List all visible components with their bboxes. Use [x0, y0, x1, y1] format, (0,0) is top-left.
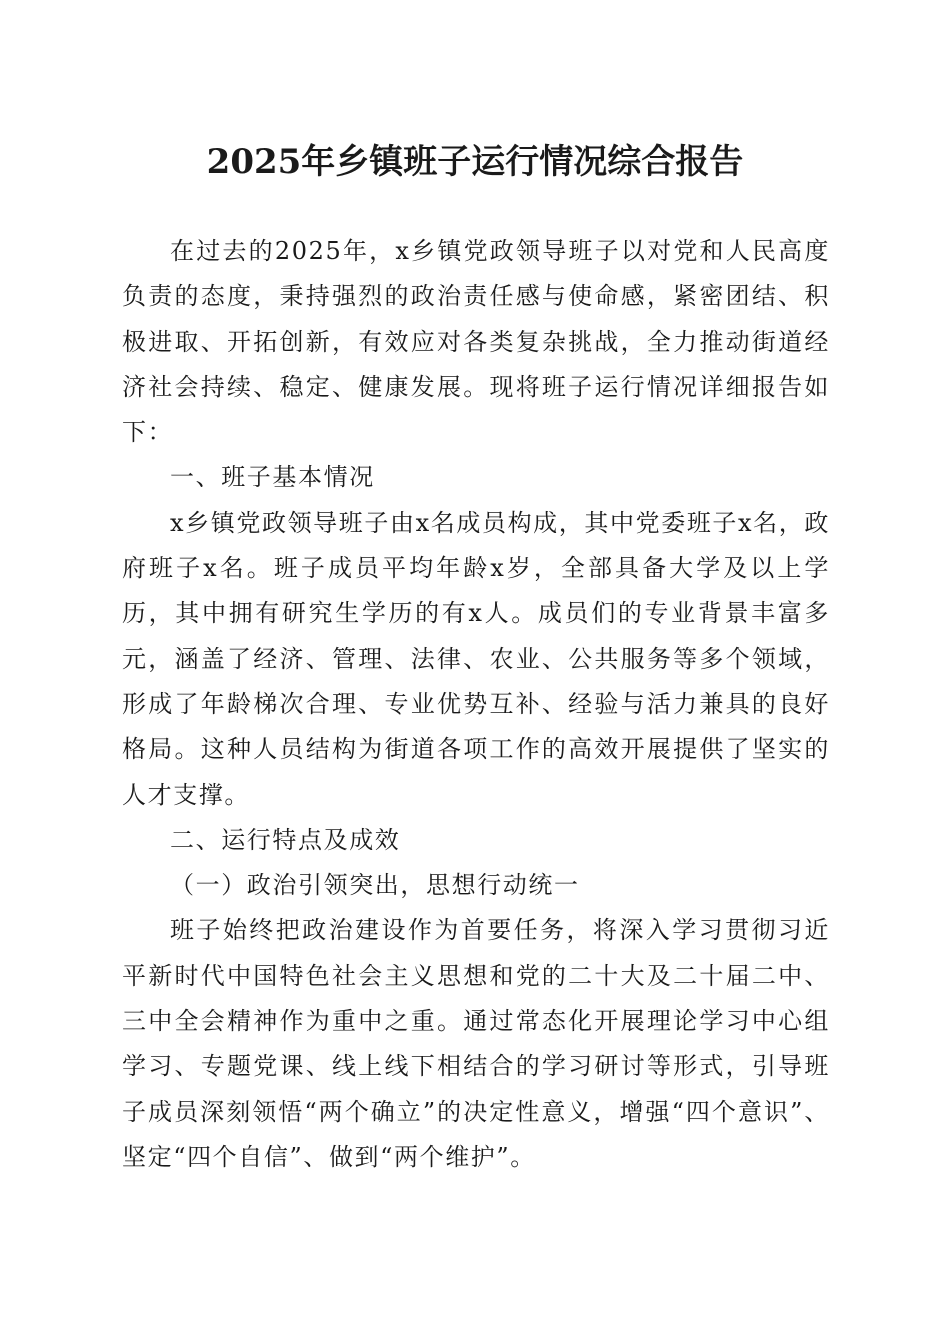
section-heading-basic-info: 一、班子基本情况	[170, 463, 375, 492]
subsection-heading-political-leadership: （一）政治引领突出，思想行动统一	[170, 871, 580, 900]
section-heading-operation: 二、运行特点及成效	[170, 825, 401, 854]
basic-info-paragraph: x乡镇党政领导班子由x名成员构成，其中党委班子x名，政府班子x名。班子成员平均年龄x岁，全部具备大学及以上学历，其中拥有研究生学历的有x人。成员们的专业背景丰富多元，涵盖了经济、管理、法律、农业、公共服务等多个领域，形成了年龄梯次合理、专业优势互补、经验与活力兼具的良好格局。这种人员结构为街道各项工作的高效开展提供了坚实的人才支撑。	[122, 508, 830, 809]
intro-paragraph: 在过去的2025年，x乡镇党政领导班子以对党和人民高度负责的态度，秉持强烈的政治责任感与使命感，紧密团结、积极进取、开拓创新，有效应对各类复杂挑战，全力推动街道经济社会持续、稳定、健康发展。现将班子运行情况详细报告如下：	[122, 237, 830, 447]
political-leadership-paragraph: 班子始终把政治建设作为首要任务，将深入学习贯彻习近平新时代中国特色社会主义思想和党的二十大及二十届二中、三中全会精神作为重中之重。通过常态化开展理论学习中心组学习、专题党课、线上线下相结合的学习研讨等形式，引导班子成员深刻领悟“两个确立”的决定性意义，增强“四个意识”、坚定“四个自信”、做到“两个维护”。	[122, 916, 830, 1171]
document-title: 2025年乡镇班子运行情况综合报告	[206, 142, 744, 182]
document-body	[122, 229, 830, 1180]
